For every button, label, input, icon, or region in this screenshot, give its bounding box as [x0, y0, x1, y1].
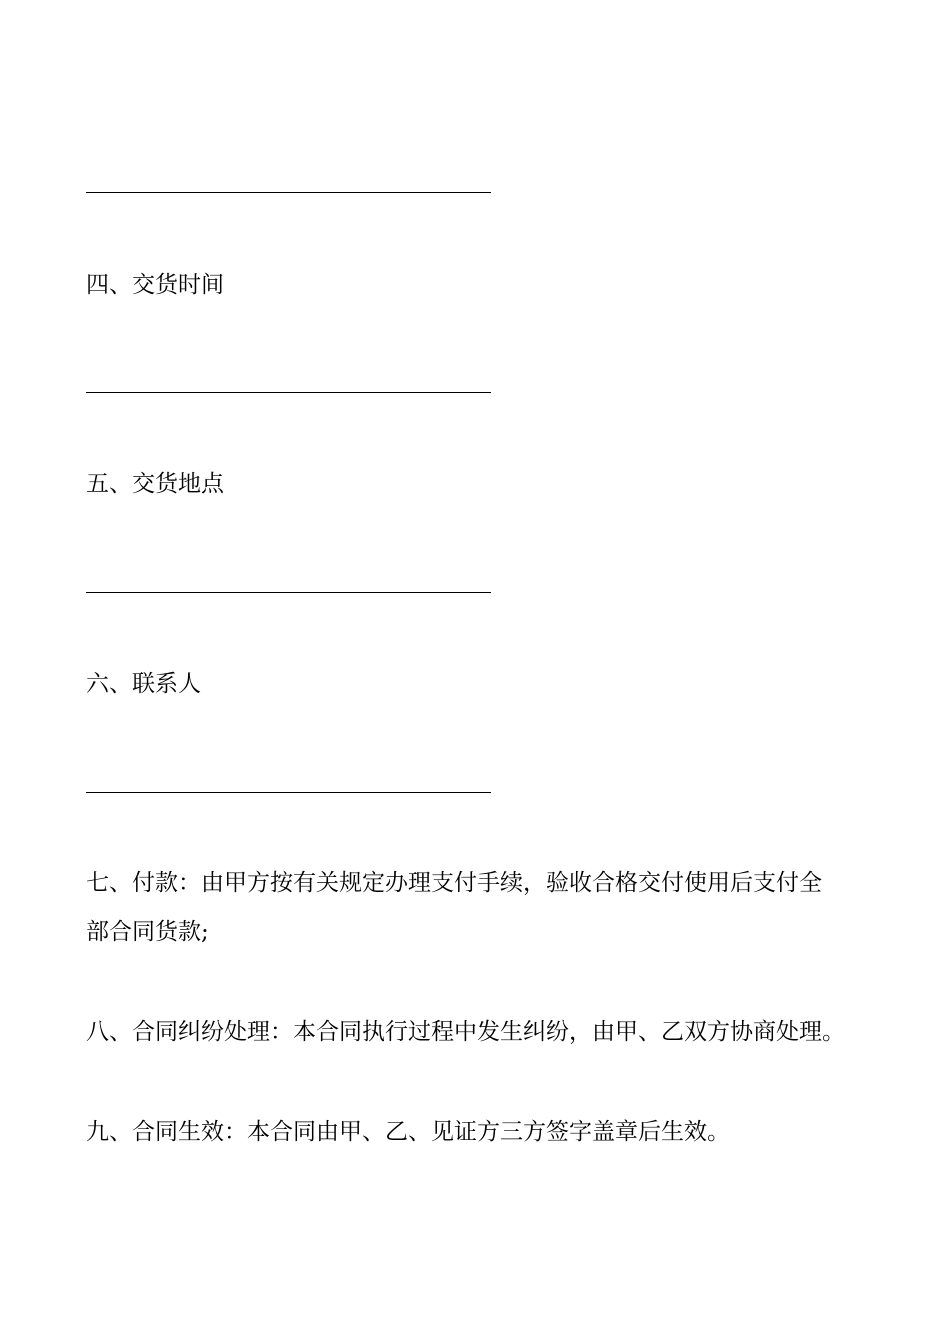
section-6-heading: 六、联系人: [86, 671, 201, 697]
section-8-paragraph: 八、合同纠纷处理：本合同执行过程中发生纠纷，由甲、乙双方协商处理。: [86, 1019, 845, 1045]
section-5-heading: 五、交货地点: [86, 471, 224, 497]
section-4-heading: 四、交货时间: [86, 272, 224, 298]
blank-fill-line: [86, 592, 491, 593]
section-7-line-2: 部合同货款;: [86, 919, 209, 945]
blank-fill-line: [86, 192, 491, 193]
blank-fill-line: [86, 792, 491, 793]
section-7-line-1: 七、付款：由甲方按有关规定办理支付手续，验收合格交付使用后支付全: [86, 870, 822, 896]
section-9-paragraph: 九、合同生效：本合同由甲、乙、见证方三方签字盖章后生效。: [86, 1119, 730, 1145]
blank-fill-line: [86, 392, 491, 393]
